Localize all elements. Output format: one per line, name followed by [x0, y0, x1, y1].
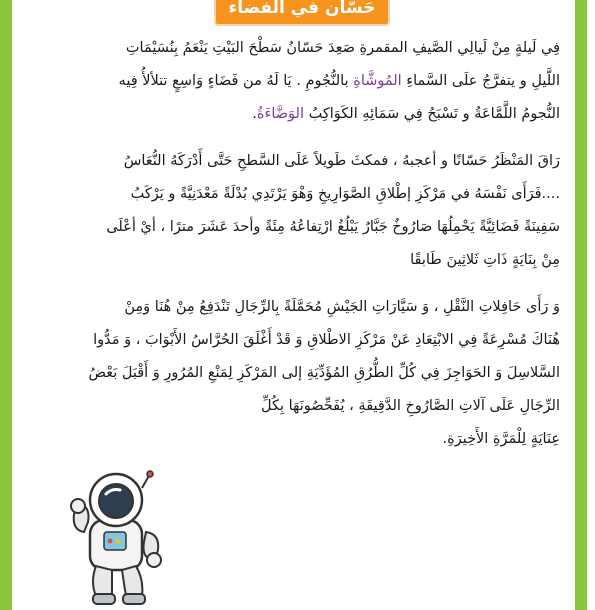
text-line: [26, 244, 560, 277]
text-segment: النُّجومُ اللَّمَّاعَةُ و تَسْبَحُ فِي سَمَائِهِ الكَوَاكِبُ: [304, 106, 560, 122]
paragraph-3: [26, 291, 560, 456]
text-line: [26, 324, 560, 357]
text-segment: سَفِينَةً فَضَائِيَّةً يَحْمِلُهَا صَارُوخٌ جَبَّارٌ يَبْلُغُ ارْتِفاعُهُ مِئَةً وأحدَ عَشَرَ مترًا ، أيْ أعْلَى: [106, 219, 560, 235]
page-title: حَسّان في الفضاء: [214, 0, 390, 26]
right-green-border: [575, 0, 587, 610]
text-segment: .: [252, 106, 257, 122]
text-line: [26, 357, 560, 390]
left-green-border: [0, 0, 12, 610]
text-segment: عِنَايَةٍ لِلْمَرَّةِ الأَخِيرَةِ.: [442, 431, 560, 447]
text-segment: ....فَرَأَى نَفْسَهُ في مَرْكَزِ إطْلاقِ الصَّوَارِيخِ وَهْوَ يَرْتَدِي بُدْلَةً مَعْدَنِيَّةً و يَرْكَبُ: [130, 186, 560, 202]
text-line: [26, 178, 560, 211]
paragraph-1: [26, 32, 560, 131]
text-line: [26, 98, 560, 131]
text-line: [26, 291, 560, 324]
paragraph-2: [26, 145, 560, 277]
astronaut-illustration: [66, 470, 166, 606]
text-segment: رَاقَ المَنْظَرُ حَسّانًا و أعجبهُ ، فمكثَ طَويلاً عَلَى السَّطحِ حَتَّى أَدْرَكَهُ النُّعَاسُ: [123, 153, 560, 169]
highlighted-word: المُوشَّاةِ: [353, 73, 402, 89]
text-segment: الرِّجَالِ عَلَى آلاتِ الصَّارُوخِ الدَّقِيقَةِ ، يُفَحِّصُونَهَا بِكُلِّ: [260, 398, 560, 414]
story-text: [26, 32, 560, 470]
text-segment: وَ رَأَى حَافِلاتِ النَّقْلِ ، وَ سَيَّارَاتِ الجَيْشِ مُحَمَّلَةً بِالرِّجَالِ تَنْدَفِعُ مِنْ هُنَا وَمِنْ: [124, 299, 560, 315]
text-segment: هُنَاكَ مُسْرِعَةً فِي الابْتِعَادِ عَنْ مَرْكَزِ الاطْلاقِ وَ قَدْ أَغْلَقَ الحُرَّاسُ الأَبْوَابَ ، وَ مَدُّوا: [93, 332, 560, 348]
text-segment: فِي لَيلةٍ مِنْ لَيالِي الصَّيفِ المقمرةِ صَعِدَ حَسّانُ سَطْحَ البَيْتِ يَنْعَمُ بِنُسَيْمَاتِ: [125, 40, 560, 56]
text-line: [26, 32, 560, 65]
text-segment: مِنْ بِنَايَةٍ ذَاتِ ثَلاثِينَ طَابقًا: [410, 252, 560, 268]
text-segment: السَّلاسِلَ وَ الحَوَاجِزَ فِي كُلِّ الطُّرُقِ المُؤَدِّيَةِ إلى المَرْكَزِ لِمَنْعِ المُرُورِ وَ أَقْبَلَ بَعْضُ: [88, 365, 560, 381]
text-line: [26, 145, 560, 178]
text-segment: اللَّيلِ و يتفرَّجُ علَى السَّماءِ: [401, 73, 560, 89]
highlighted-word: الوَضَّاءَةُ: [256, 106, 304, 122]
text-line: [26, 423, 560, 456]
text-line: [26, 65, 560, 98]
text-line: [26, 211, 560, 244]
text-line: [26, 390, 560, 423]
text-segment: بالنُّجُومِ . يَا لَهُ من فَضَاءٍ وَاسِعٍ تتلألأُ فِيه: [118, 73, 354, 89]
